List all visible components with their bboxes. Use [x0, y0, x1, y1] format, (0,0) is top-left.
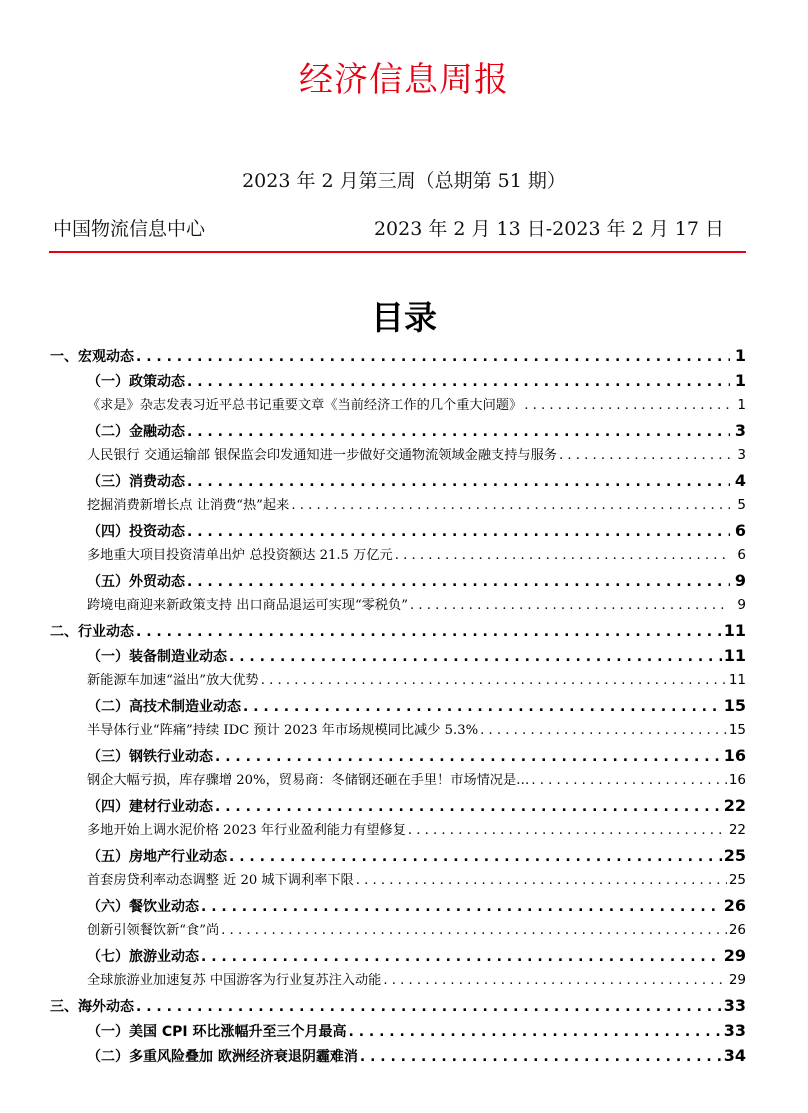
toc-dot-leader	[136, 345, 730, 370]
toc-entry[interactable]	[87, 768, 746, 793]
toc-page-number: 3	[737, 447, 746, 463]
toc-entry[interactable]	[87, 693, 746, 718]
toc-entry-title: （三）消费动态	[87, 474, 185, 490]
toc-page-number: 9	[737, 597, 746, 613]
toc-entry-title: （五）房地产行业动态	[87, 849, 227, 865]
toc-dot-leader	[215, 745, 722, 770]
toc-entry-title: （一）政策动态	[87, 374, 185, 390]
toc-entry[interactable]	[50, 993, 746, 1018]
toc-dot-leader	[395, 543, 730, 568]
toc-page-number: 6	[734, 521, 746, 540]
toc-dot-leader	[524, 393, 730, 418]
toc-entry[interactable]	[87, 893, 746, 918]
toc-dot-leader	[410, 593, 730, 618]
toc-entry-title: （七）旅游业动态	[87, 949, 199, 965]
toc-dot-leader	[383, 968, 726, 993]
toc-dot-leader	[201, 895, 722, 920]
toc-entry[interactable]	[87, 743, 746, 768]
toc-page-number: 15	[728, 722, 746, 738]
toc-dot-leader	[480, 718, 727, 743]
toc-page-number: 11	[728, 672, 746, 688]
toc-entry[interactable]	[87, 393, 746, 418]
toc-entry[interactable]	[87, 493, 746, 518]
toc-page-number: 29	[728, 972, 746, 988]
toc-page-number: 29	[723, 946, 746, 965]
toc-entry-title: 一、宏观动态	[50, 349, 134, 365]
toc-page-number: 15	[723, 696, 746, 715]
toc-dot-leader	[221, 918, 727, 943]
toc-entry-title: 新能源车加速“溢出”放大优势	[87, 673, 259, 688]
date-range: 2023 年 2 月 13 日-2023 年 2 月 17 日	[373, 218, 724, 240]
toc-page-number: 1	[737, 397, 746, 413]
toc-page-number: 22	[728, 822, 746, 838]
toc-page-number: 3	[734, 421, 746, 440]
toc-page-number: 6	[737, 547, 746, 563]
toc-page-number: 25	[723, 846, 746, 865]
toc-entry-title: 首套房贷利率动态调整 近 20 城下调利率下限	[87, 873, 354, 888]
toc-page-number: 26	[723, 896, 746, 915]
toc-entry-title: 半导体行业“阵痛”持续 IDC 预计 2023 年市场规模同比减少 5.3%	[87, 723, 479, 738]
toc-dot-leader	[187, 520, 730, 545]
toc-page-number: 9	[734, 571, 746, 590]
toc-entry-title: （二）高技术制造业动态	[87, 699, 241, 715]
toc-entry[interactable]	[87, 443, 746, 468]
toc-page-number: 25	[728, 872, 746, 888]
toc-entry[interactable]	[87, 868, 746, 893]
toc-entry-title: （三）钢铁行业动态	[87, 749, 213, 765]
toc-entry-title: 多地重大项目投资清单出炉 总投资额达 21.5 万亿元	[87, 548, 393, 563]
toc-dot-leader	[356, 868, 727, 893]
report-title: 经济信息周报	[299, 60, 509, 100]
toc-entry[interactable]	[87, 368, 746, 393]
toc-dot-leader	[531, 768, 726, 793]
toc-dot-leader	[261, 668, 727, 693]
toc-entry-title: 创新引领餐饮新“食”尚	[87, 923, 220, 938]
toc-dot-leader	[408, 818, 727, 843]
toc-page-number: 1	[734, 371, 746, 390]
toc-dot-leader	[291, 493, 730, 518]
toc-dot-leader	[187, 570, 730, 595]
issue-line: 2023 年 2 月第三周（总期第 51 期）	[242, 170, 566, 192]
toc-page-number: 33	[723, 1021, 746, 1040]
toc-dot-leader	[187, 370, 730, 395]
toc-entry[interactable]	[87, 593, 746, 618]
toc-entry-title: 钢企大幅亏损，库存骤增 20%，贸易商：冬储钢还砸在手里！市场情况是…	[87, 773, 530, 788]
toc-dot-leader	[559, 443, 730, 468]
toc-entry-title: （一）装备制造业动态	[87, 649, 227, 665]
toc-entry[interactable]	[87, 793, 746, 818]
toc-entry[interactable]	[87, 668, 746, 693]
toc-page-number: 26	[728, 922, 746, 938]
toc-entry-title: 二、行业动态	[50, 624, 134, 640]
toc-entry-title: 人民银行 交通运输部 银保监会印发通知进一步做好交通物流领域金融支持与服务	[87, 448, 557, 463]
toc-page-number: 4	[734, 471, 746, 490]
toc-heading: 目录	[371, 298, 437, 337]
toc-dot-leader	[215, 795, 722, 820]
toc-entry[interactable]	[87, 818, 746, 843]
toc-page-number: 34	[723, 1046, 746, 1065]
toc-entry[interactable]	[50, 618, 746, 643]
toc-dot-leader	[187, 470, 730, 495]
toc-entry-title: 《求是》杂志发表习近平总书记重要文章《当前经济工作的几个重大问题》	[87, 398, 523, 413]
toc-entry[interactable]	[87, 643, 746, 668]
toc-dot-leader	[136, 620, 722, 645]
toc-entry[interactable]	[87, 968, 746, 993]
toc-entry-title: （四）投资动态	[87, 524, 185, 540]
header-divider	[49, 251, 746, 253]
toc-entry[interactable]	[87, 418, 746, 443]
toc-dot-leader	[229, 845, 722, 870]
toc-entry-title: 全球旅游业加速复苏 中国游客为行业复苏注入动能	[87, 973, 382, 988]
toc-entry[interactable]	[87, 943, 746, 968]
organization-name: 中国物流信息中心	[53, 218, 206, 240]
toc-page-number: 33	[723, 996, 746, 1015]
toc-dot-leader	[136, 995, 722, 1020]
toc-entry-title: （二）多重风险叠加 欧洲经济衰退阴霾难消	[87, 1049, 358, 1065]
toc-page-number: 16	[728, 772, 746, 788]
toc-dot-leader	[360, 1045, 722, 1070]
toc-entry-title: 多地开始上调水泥价格 2023 年行业盈利能力有望修复	[87, 823, 406, 838]
toc-page-number: 11	[723, 621, 746, 640]
toc-entry[interactable]	[87, 468, 746, 493]
toc-entry[interactable]	[87, 543, 746, 568]
toc-entry[interactable]	[87, 1018, 746, 1043]
toc-entry[interactable]	[87, 1043, 746, 1068]
toc-entry[interactable]	[87, 843, 746, 868]
toc-dot-leader	[349, 1020, 722, 1045]
toc-entry[interactable]	[87, 918, 746, 943]
toc-entry[interactable]	[87, 718, 746, 743]
toc-entry-title: 三、海外动态	[50, 999, 134, 1015]
toc-page-number: 11	[723, 646, 746, 665]
toc-entry[interactable]	[87, 518, 746, 543]
toc-dot-leader	[187, 420, 730, 445]
toc-entry-title: 跨境电商迎来新政策支持 出口商品退运可实现“零税负”	[87, 598, 408, 613]
toc-entry-title: （二）金融动态	[87, 424, 185, 440]
toc-entry-title: （四）建材行业动态	[87, 799, 213, 815]
toc-entry[interactable]	[50, 343, 746, 368]
toc-dot-leader	[229, 645, 722, 670]
toc-page-number: 16	[723, 746, 746, 765]
toc-entry[interactable]	[87, 568, 746, 593]
toc-page-number: 5	[737, 497, 746, 513]
toc-dot-leader	[243, 695, 722, 720]
toc-entry-title: （六）餐饮业动态	[87, 899, 199, 915]
toc-page-number: 22	[723, 796, 746, 815]
toc-entry-title: 挖掘消费新增长点 让消费“热”起来	[87, 498, 290, 513]
toc-entry-title: （五）外贸动态	[87, 574, 185, 590]
toc-page-number: 1	[734, 346, 746, 365]
toc-dot-leader	[201, 945, 722, 970]
toc-entry-title: （一）美国 CPI 环比涨幅升至三个月最高	[87, 1024, 347, 1040]
